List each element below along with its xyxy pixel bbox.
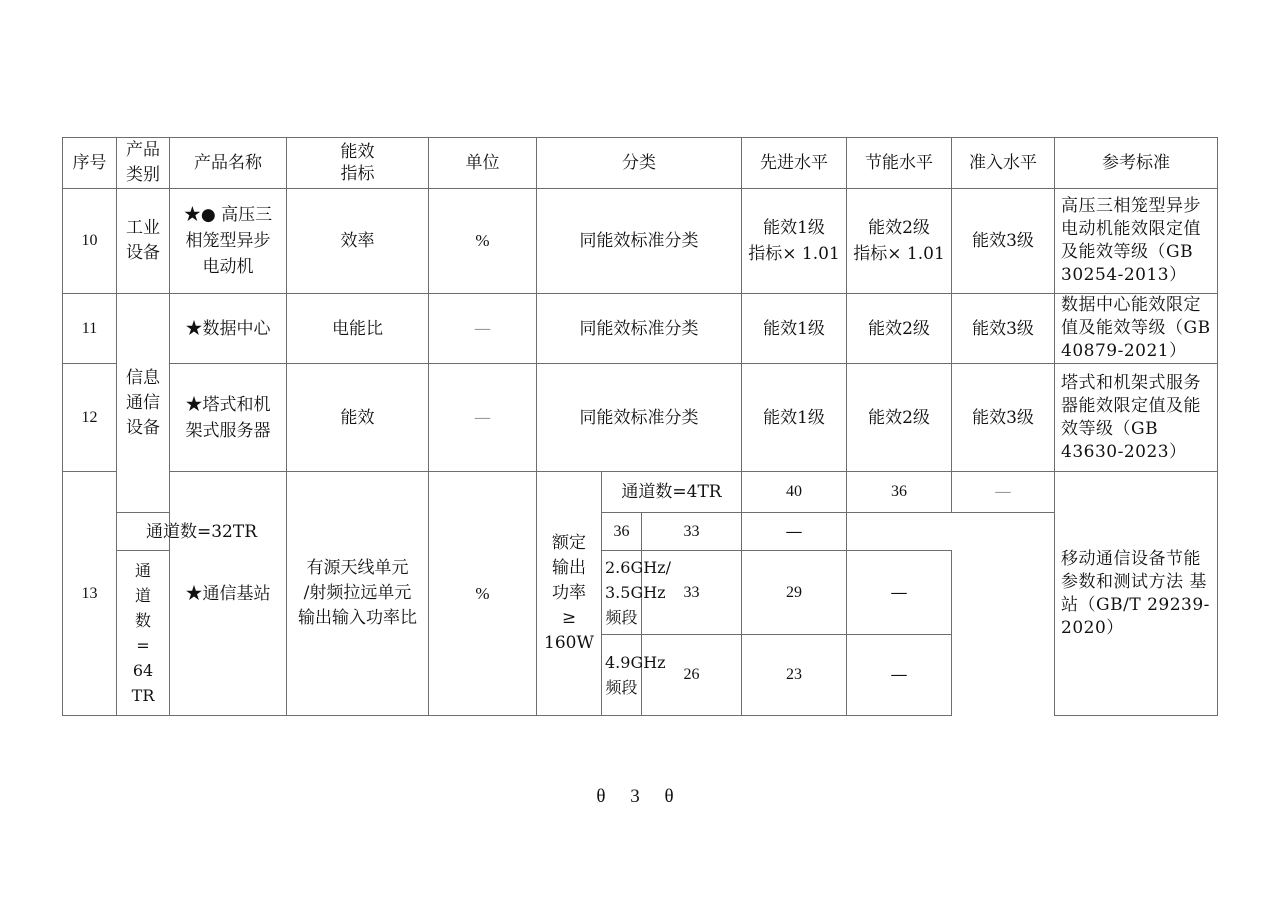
table-row [63, 294, 1218, 364]
reference-standard: 数据中心能效限定值及能效等级（GB 40879-2021） [1055, 294, 1218, 364]
efficiency-indicator: 能效 [287, 364, 429, 472]
saving-level: 能效2级 [847, 294, 952, 364]
product-name: ★通信基站 [170, 472, 287, 716]
unit-cell: % [429, 472, 537, 716]
product-name: ★● 高压三 相笼型异步 电动机 [170, 189, 287, 294]
saving-value: 29 [742, 551, 847, 635]
header-indicator: 能效 指标 [287, 138, 429, 189]
category-industrial: 工业 设备 [117, 189, 170, 294]
access-value: — [742, 513, 847, 551]
advanced-value: 33 [642, 551, 742, 635]
subrow-label: 2.6GHz/ 3.5GHz 频段 [602, 551, 642, 635]
access-level: 能效3级 [952, 189, 1055, 294]
header-unit: 单位 [429, 138, 537, 189]
saving-level: 能效2级 指标× 1.01 [847, 189, 952, 294]
reference-standard: 塔式和机架式服务器能效限定值及能效等级（GB 43630-2023） [1055, 364, 1218, 472]
reference-standard: 移动通信设备节能参数和测试方法 基站（GB/T 29239-2020） [1055, 472, 1218, 716]
efficiency-indicator: 电能比 [287, 294, 429, 364]
advanced-value: 26 [642, 635, 742, 716]
header-name: 产品名称 [170, 138, 287, 189]
advanced-level: 能效1级 [742, 294, 847, 364]
access-value: — [847, 551, 952, 635]
saving-level: 能效2级 [847, 364, 952, 472]
table-row [63, 364, 1218, 472]
efficiency-indicator: 效率 [287, 189, 429, 294]
header-classification: 分类 [537, 138, 742, 189]
classification-cell: 同能效标准分类 [537, 294, 742, 364]
page-number: θ 3 θ [596, 786, 684, 807]
product-name: ★数据中心 [170, 294, 287, 364]
subrow-label: 通道数=32TR [117, 513, 287, 551]
row-no: 10 [63, 189, 117, 294]
advanced-value: 36 [602, 513, 642, 551]
access-value: — [952, 472, 1055, 513]
unit-cell: — [429, 364, 537, 472]
efficiency-indicator: 有源天线单元 /射频拉远单元 输出输入功率比 [287, 472, 429, 716]
advanced-level: 能效1级 [742, 364, 847, 472]
classification-cell: 同能效标准分类 [537, 364, 742, 472]
row-no: 11 [63, 294, 117, 364]
advanced-level: 能效1级 指标× 1.01 [742, 189, 847, 294]
table-row [63, 472, 1218, 513]
saving-value: 23 [742, 635, 847, 716]
access-level: 能效3级 [952, 364, 1055, 472]
subrow-label: 通道数=4TR [602, 472, 742, 513]
access-level: 能效3级 [952, 294, 1055, 364]
table-row [63, 189, 1218, 294]
reference-standard: 高压三相笼型异步电动机能效限定值及能效等级（GB 30254-2013） [1055, 189, 1218, 294]
subrow-label: 4.9GHz 频段 [602, 635, 642, 716]
table-header-row [63, 138, 1218, 189]
access-value: — [847, 635, 952, 716]
channel-label: 通 道 数 = 64 TR [117, 551, 170, 716]
header-no: 序号 [63, 138, 117, 189]
category-ict: 信息 通信 设备 [117, 294, 170, 513]
power-class: 额定 输出 功率 ≥ 160W [537, 472, 602, 716]
header-reference: 参考标准 [1055, 138, 1218, 189]
advanced-value: 40 [742, 472, 847, 513]
unit-cell: — [429, 294, 537, 364]
saving-value: 33 [642, 513, 742, 551]
row-no: 12 [63, 364, 117, 472]
product-name: ★塔式和机 架式服务器 [170, 364, 287, 472]
table-row [63, 513, 1218, 551]
saving-value: 36 [847, 472, 952, 513]
unit-cell: % [429, 189, 537, 294]
header-access: 准入水平 [952, 138, 1055, 189]
classification-cell: 同能效标准分类 [537, 189, 742, 294]
header-saving: 节能水平 [847, 138, 952, 189]
row-no: 13 [63, 472, 117, 716]
header-advanced: 先进水平 [742, 138, 847, 189]
header-category: 产品 类别 [117, 138, 170, 189]
energy-efficiency-table [62, 137, 1218, 716]
